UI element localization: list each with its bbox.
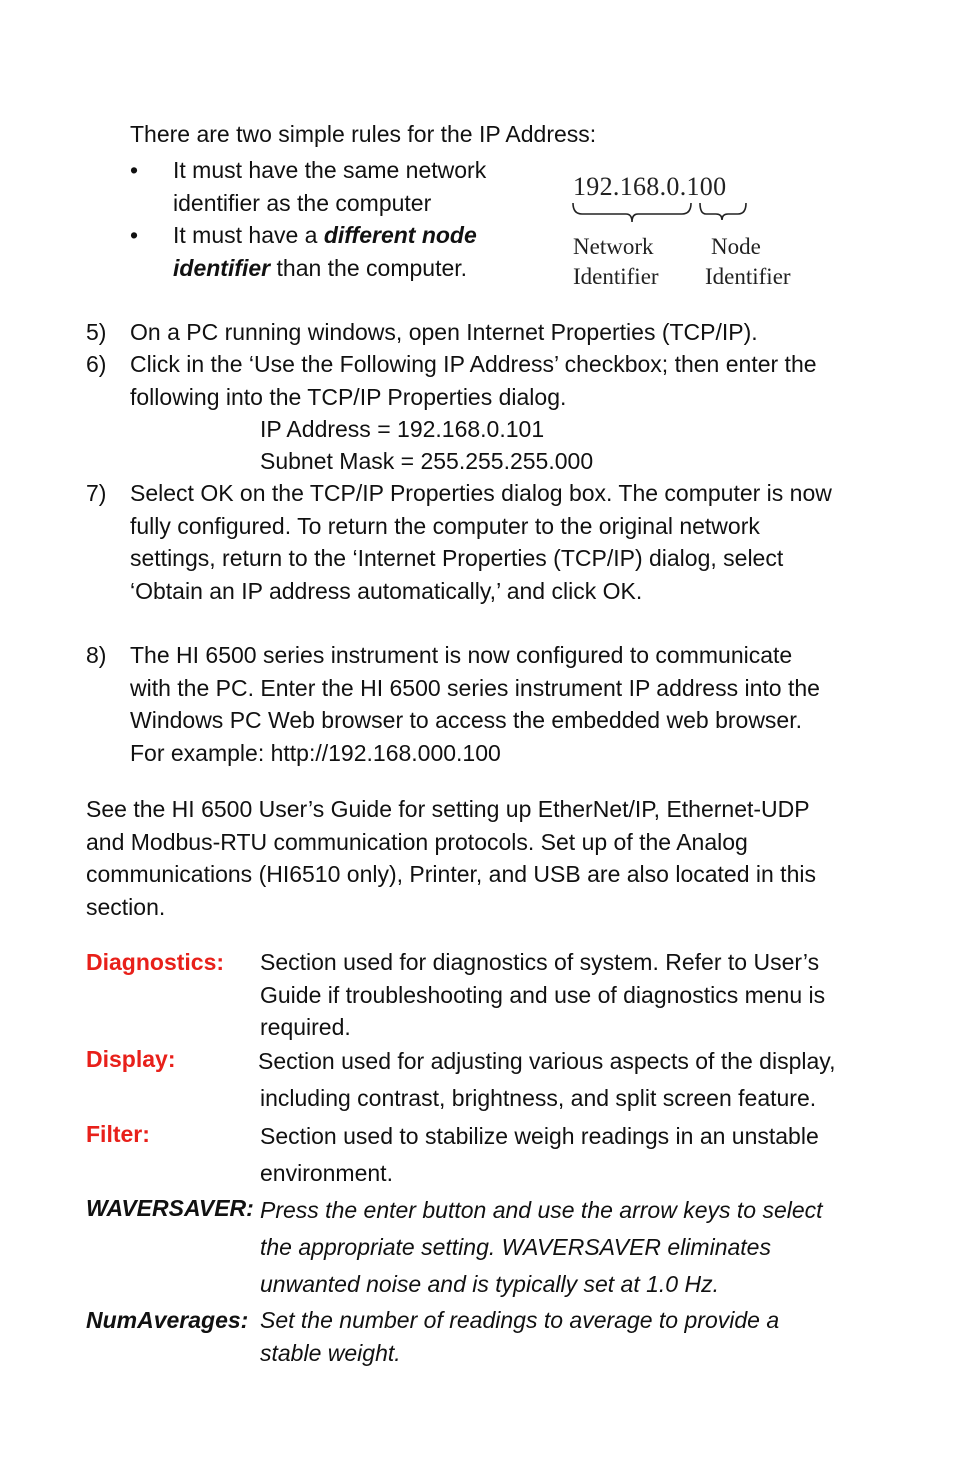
definition-line: the appropriate setting. WAVERSAVER eliminates — [260, 1234, 771, 1260]
ip-address-setting: IP Address = 192.168.0.101 — [260, 416, 545, 442]
paragraph-line: See the HI 6500 User’s Guide for setting up EtherNet/IP, Ethernet-UDP — [86, 796, 810, 822]
step-line: Select OK on the TCP/IP Properties dialog box. The computer is now — [130, 480, 832, 506]
step-body — [130, 639, 870, 769]
bullet-line — [173, 252, 533, 285]
definition-line: Section used for diagnostics of system. Refer to User’s — [260, 949, 820, 975]
node-label: Identifier — [705, 264, 791, 289]
bullet-marker: • — [130, 222, 139, 248]
definition-diagnostics — [260, 946, 870, 1044]
emphasis-text: identifier — [173, 254, 271, 281]
network-label: Identifier — [573, 264, 659, 289]
step-number: 8) — [86, 642, 107, 668]
definition-waversaver — [260, 1192, 870, 1303]
bullet-line: It must have the same network — [173, 157, 487, 183]
definition-filter — [260, 1118, 870, 1192]
definition-line: environment. — [260, 1160, 393, 1186]
definition-line: required. — [260, 1014, 351, 1040]
definition-line: unwanted noise and is typically set at 1.0 Hz. — [260, 1271, 719, 1297]
bullet-post: than the computer. — [270, 254, 468, 281]
bullet-marker: • — [130, 157, 139, 183]
step-body — [130, 348, 870, 413]
bullet-line: identifier as the computer — [173, 189, 432, 216]
step-line: On a PC running windows, open Internet Properties (TCP/IP). — [130, 319, 758, 345]
network-label: Network — [573, 234, 654, 259]
step-line: ‘Obtain an IP address automatically,’ and click OK. — [130, 577, 643, 604]
emphasis-text: different node — [323, 222, 477, 248]
term-numaverages: NumAverages: — [86, 1307, 249, 1333]
term-filter: Filter: — [86, 1121, 150, 1147]
paragraph-line: communications (HI6510 only), Printer, and USB are also located in this — [86, 861, 816, 887]
ip-example: 192.168.0.100 — [573, 172, 727, 201]
paragraph-line: section. — [86, 893, 166, 920]
step-line: For example: http://192.168.000.100 — [130, 739, 501, 766]
bullet-text — [173, 154, 533, 219]
definition-line: Guide if troubleshooting and use of diagnostics menu is — [260, 981, 826, 1008]
bullet-text — [173, 219, 533, 284]
step-body — [130, 477, 870, 607]
subnet-mask-setting: Subnet Mask = 255.255.255.000 — [260, 448, 594, 474]
definition-display — [258, 1043, 868, 1117]
ip-address-diagram — [568, 170, 808, 295]
step-line: Click in the ‘Use the Following IP Address’ checkbox; then enter the — [130, 351, 817, 377]
bullet-line — [173, 219, 533, 252]
step-line: fully configured. To return the computer to the original network — [130, 512, 760, 539]
node-brace — [700, 203, 746, 220]
definition-numaverages — [260, 1304, 870, 1369]
step-line: settings, return to the ‘Internet Properties (TCP/IP) dialog, select — [130, 545, 784, 571]
definition-line: Section used for adjusting various aspects of the display, — [258, 1048, 836, 1074]
step-line: Windows PC Web browser to access the embedded web browser. — [130, 707, 802, 733]
step-number: 6) — [86, 351, 107, 377]
node-label: Node — [711, 234, 761, 259]
term-waversaver: WAVERSAVER: — [86, 1195, 254, 1221]
step-number: 7) — [86, 480, 107, 506]
definition-line: Section used to stabilize weigh readings in an unstable — [260, 1123, 819, 1149]
bullet-pre: It must have a — [173, 222, 324, 248]
paragraph-line: and Modbus-RTU communication protocols. Set up of the Analog — [86, 828, 748, 855]
network-brace — [573, 203, 691, 222]
definition-line: Set the number of readings to average to provide a — [260, 1307, 780, 1333]
step-line: following into the TCP/IP Properties dialog. — [130, 383, 567, 410]
step-body — [130, 316, 870, 349]
term-display: Display: — [86, 1046, 176, 1072]
see-guide-paragraph — [86, 793, 876, 923]
definition-line: stable weight. — [260, 1339, 401, 1366]
step-number: 5) — [86, 319, 107, 345]
definition-line: Press the enter button and use the arrow keys to select — [260, 1197, 823, 1223]
intro-text: There are two simple rules for the IP Address: — [130, 121, 597, 147]
step-line: The HI 6500 series instrument is now configured to communicate — [130, 642, 793, 668]
step-line: with the PC. Enter the HI 6500 series instrument IP address into the — [130, 674, 820, 701]
term-diagnostics: Diagnostics: — [86, 949, 225, 975]
definition-line: including contrast, brightness, and split screen feature. — [260, 1085, 817, 1111]
